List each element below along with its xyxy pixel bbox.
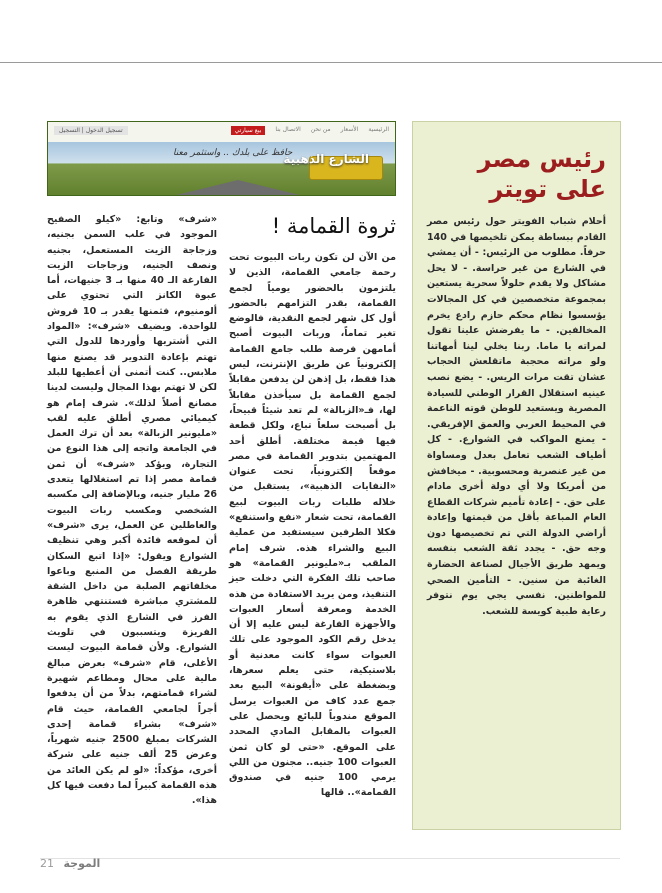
page-folio bbox=[40, 857, 100, 870]
screenshot-topbar bbox=[48, 122, 395, 142]
nav-item[interactable]: من نحن bbox=[310, 126, 331, 133]
screenshot-nav bbox=[231, 126, 389, 135]
sidebar-body: أحلام شباب الفويتر حول رئيس مصر القادم ببساطة يمكن تلخيصها في 140 حرفاً. مطلوب من الرئيس: - أن يمشي في الشارع من غير حراسة. - لا يحل مشاكل ولا يقدم حلولاً سحرية يستعين بمجموعة متخصصين في كل المجالات يؤسسوا نظام محكم حازم رادع يخرم المخالفين. - ما يفرضش علينا تقول لمراته يا ماما. ربنا يخلي لينا أمهاتنا ولو مراته محجبة ماتقلعش الحجاب عشان تقت مرات الريس. - يضع نصب عينيه استقلال القرار الوطني للسيادة المصرية ويستعيد للوطن قوته الناعمة في المحيط العربي والعمق الإفريقي. - يمنع المواكب في الشوارع. - كل أطياف الشعب تعامل بعدل ومساواة من غير عنصرية ومحسوبية. - ميخافش من أمريكا ولا أي دولة أخرى مادام على حق. - إعادة تأميم شركات القطاع العام المباعة بأقل من قيمتها وإعادة أراضي الدولة التي تم تخصيصها دون وجه حق. - يجدد ثقة الشعب بنفسه ويمهد طريق الأجيال لصناعة الحضارة الغائبة من سنين. - التأمين الصحي للمواطنين. نفسي يجي يوم نتوفر رعاية طبية كويسة للشعب. bbox=[427, 216, 606, 617]
nav-item-active[interactable]: بيع سيارتي bbox=[231, 126, 266, 135]
bottom-rule bbox=[40, 858, 620, 859]
sidebar-title: رئيس مصر على تويتر bbox=[477, 145, 606, 203]
screenshot-logo: الشارع الذهبية bbox=[283, 152, 369, 166]
road-shape bbox=[168, 180, 308, 196]
nav-item[interactable]: الرئيسية bbox=[368, 126, 389, 133]
nav-item[interactable]: الاتصال بنا bbox=[275, 126, 301, 133]
article-title: ثروة القمامة ! bbox=[271, 214, 396, 238]
website-screenshot bbox=[47, 121, 396, 196]
article-column-right bbox=[229, 212, 396, 801]
article-column-left bbox=[47, 212, 217, 809]
screenshot-login[interactable]: تسجيل الدخول | التسجيل bbox=[54, 126, 128, 135]
top-rule bbox=[0, 62, 662, 63]
sidebar-box bbox=[412, 121, 621, 830]
magazine-name: الموجة bbox=[63, 857, 101, 870]
nav-item[interactable]: الأسعار bbox=[340, 126, 359, 133]
article-text-right: من الآن لن تكون ربات البيوت تحت رحمة جامعي القمامة، الذين لا يلتزمون بالحضور يومياً لجمع القمامة، بقدر التزامهم بالحضور أول كل شهر لجمع النقدية، فالوضع تغير تماماً، وربات البيوت أصبح أمامهن فرصة طلب جامع القمامة إلكترونياً عن طريق الإنترنت، ليس هذا فقط، بل إذهن لن يدفعن مقابلاً لجمع القمامة بل سيأخذن مقابلاً لها، فـ«الزبالة» لم تعد شيئاً قبيحاً، بل أصبحت سلعاً تباع، ولكل قطعة فيها قيمة مختلفة. أطلق أحد المهتمين بتدوير القمامة في مصر موقعاً إلكترونياً، تحت عنوان «النفايات الذهبية»، يستقبل من خلاله طلبات ربات البيوت لبيع القمامة، تحت شعار «نفع واستنفع» فكلا الطرفين سيستفيد من عملية البيع والشراء هذه. شرف إمام الملقب بـ«مليونير القمامة» هو صاحب تلك الفكرة التي دخلت حيز التنفيذ، ومن يريد الاستفادة من هذه الخدمة ومعرفة أسعار العبوات والأجهزة الفارغة ليس عليه إلا أن يدخل رقم الكود الموجود على تلك العبوات سواء كانت معدنية أو بلاستيكية، حتى يعلم سعرها، وبضغطة على «أيقونة» البيع بعد جمع عدد كاف من العبوات يرسل الموقع مندوباً للبائع ويحصل على العبوات بالمقابل المادي المحدد على الموقع. «حتى لو كان ثمن العبوات 100 جنيه.. مجنون من اللي يرمي 100 جنيه في صندوق القمامة».. قالها bbox=[229, 252, 396, 799]
article-text-left: «شرف» وتابع: «كيلو الصفيح الموجود في علب السمن بجنيه، وزجاجة الزيت المستعمل، بجنيه ونصف الجنيه، وزجاجات الزيت الفارغة الـ 40 منها بـ 3 جنيهات، أما عبوة الكانز التي تحتوي على ألومنيوم، فثمنها يقدر بـ 10 قروش للواحدة. ويضيف «شرف»: «المواد التي أشتريها وأوردها للدول التي تهتم بإعادة التدوير قد يصنع منها ملابس.. كنت أتمنى أن أعطيها للبلد لكن لا تهتم بهذا المجال وليست لدينا مصانع أصلاً لذلك». شرف إمام هو كيميائي مصري أطلق عليه لقب «مليونير الزبالة» بعد أن ترك العمل في الجامعة واتجه إلى هذا النوع من التجارة، ويؤكد «شرف» أن ثمن قمامة مصر إذا تم استغلالها يتعدى 26 مليار جنيه، وبالإضافة إلى مكسبه الشخصي ومكسب ربات البيوت والعاطلين عن العمل، يرى «شرف» أن لموقعه فائدة أكبر وهي تنظيف الشوارع ويقول: «إذا اتبع السكان طريقة الفصل من المنبع وباعوا مخلفاتهم الصلبة من داخل الشقة للمشتري مباشرة فستنتهي ظاهرة الفرز في الشارع الذي يقوم به الفريزة ويتسببون في تلويث الشوارع. ولأن قمامة البيوت ليست الأغلى، قام «شرف» بعرض مبالغ مالية على محال ومطاعم شهيرة لشراء قمامتهم، بدلاً من أن يدفعوا أجراً لجامعي القمامة، حيث قام «شرف» بشراء قمامة إحدى الشركات بمبلغ 2500 جنيه شهرياً، وعرض 25 ألف جنيه على شركة أخرى، مؤكداً: «لو لم يكن العائد من هذه القمامة كبيراً لما دفعت فيها كل هذا». bbox=[47, 214, 217, 807]
page-number: 21 bbox=[40, 857, 54, 870]
screenshot-slogan: حافظ على بلدك .. واستثمر معنا bbox=[173, 148, 293, 158]
